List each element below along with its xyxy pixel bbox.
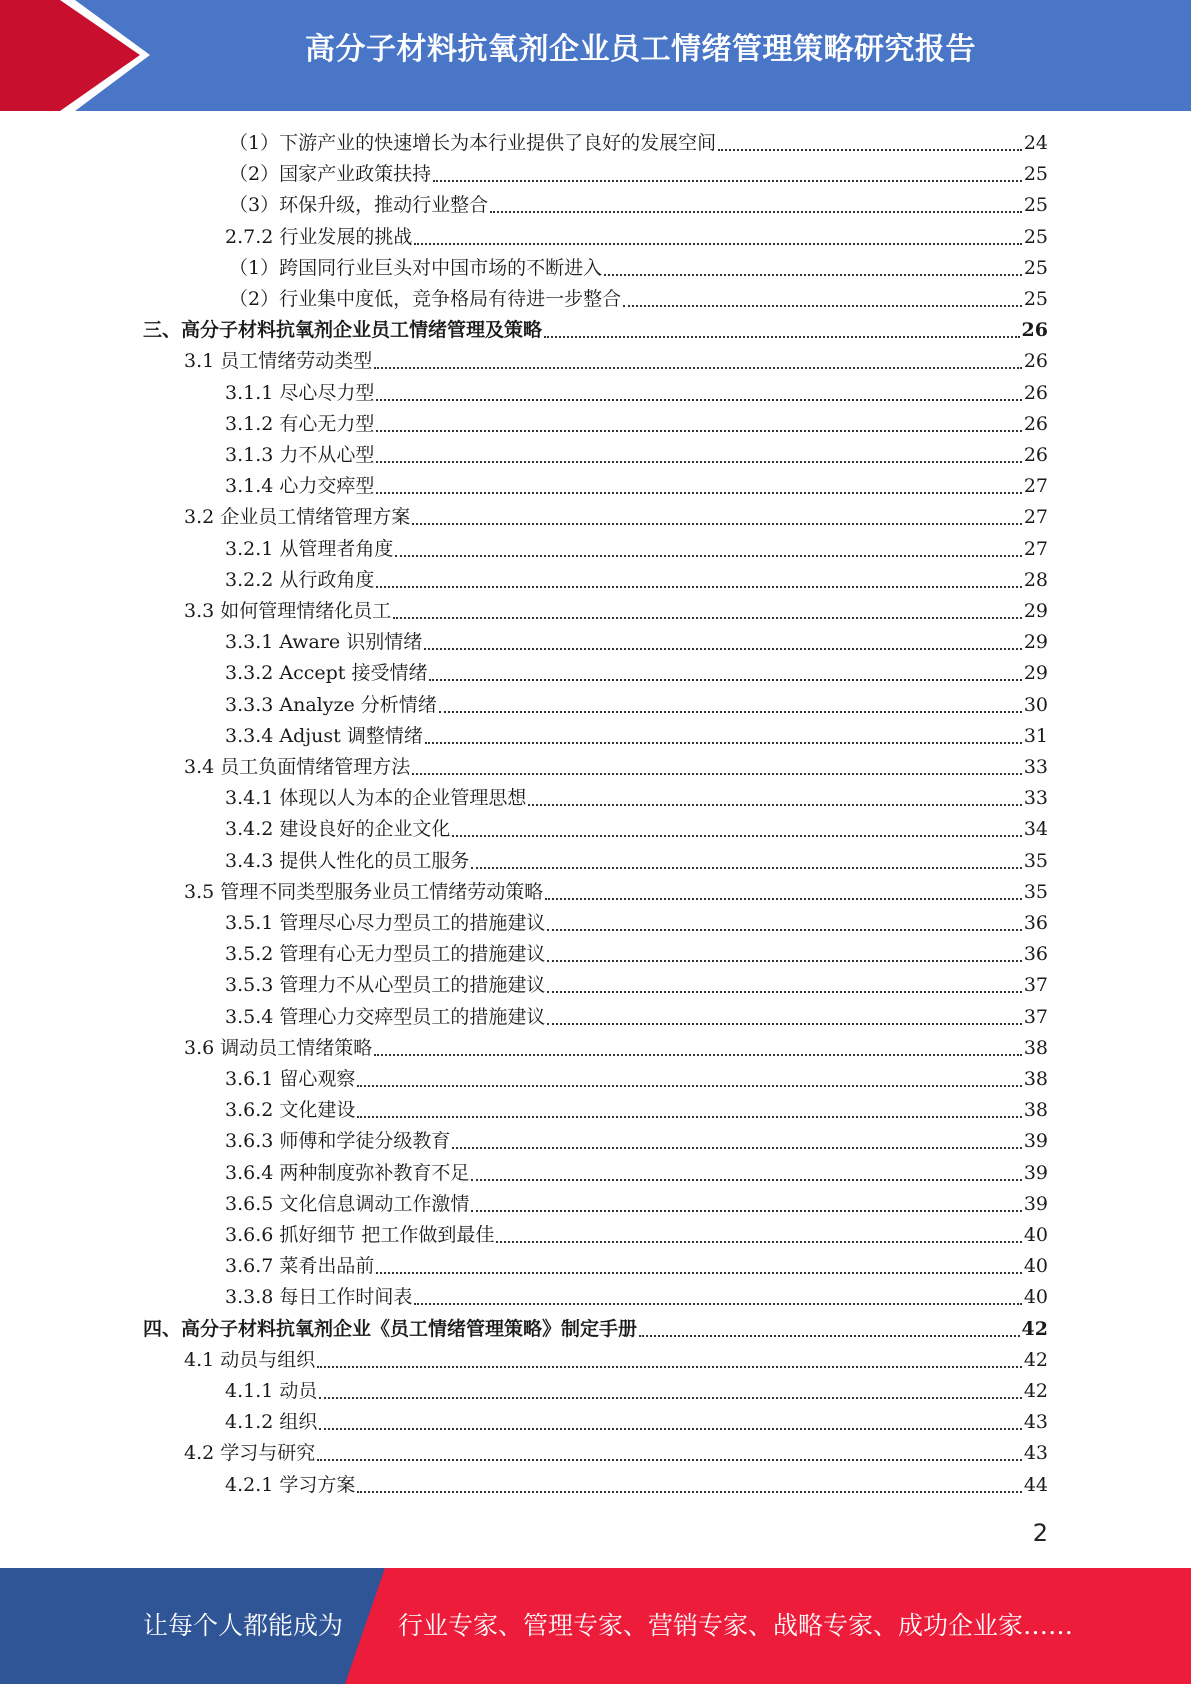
toc-leader-dots — [376, 586, 1021, 588]
toc-entry[interactable] — [225, 1376, 1048, 1406]
toc-entry-label: 2.7.2 行业发展的挑战 — [225, 225, 413, 248]
toc-entry-label: （2）国家产业政策扶持 — [229, 163, 432, 186]
toc-entry-page: 38 — [1023, 1036, 1048, 1059]
toc-entry[interactable] — [225, 627, 1048, 657]
toc-entry-label: 四、高分子材料抗氧剂企业《员工情绪管理策略》制定手册 — [143, 1317, 638, 1340]
toc-entry-page: 26 — [1023, 412, 1048, 435]
toc-entry-page: 25 — [1023, 163, 1048, 186]
toc-entry[interactable] — [225, 1158, 1048, 1188]
toc-entry-page: 39 — [1023, 1192, 1048, 1215]
toc-entry-label: 3.6.7 菜肴出品前 — [225, 1255, 375, 1278]
toc-entry-page: 27 — [1023, 537, 1048, 560]
toc-entry-label: 3.5.3 管理力不从心型员工的措施建议 — [225, 974, 546, 997]
toc-entry-page: 35 — [1023, 880, 1048, 903]
toc-entry-label: 3.5.1 管理尽心尽力型员工的措施建议 — [225, 912, 546, 934]
toc-leader-dots — [718, 149, 1022, 151]
toc-leader-dots — [496, 1241, 1021, 1243]
toc-leader-dots — [471, 867, 1021, 869]
footer-slogan-left: 让每个人都能成为 — [143, 1611, 344, 1640]
toc-entry[interactable] — [225, 1251, 1048, 1281]
toc-entry-label: 3.3.4 Adjust 调整情绪 — [225, 724, 423, 747]
toc-entry[interactable] — [229, 128, 1048, 158]
toc-entry[interactable] — [184, 346, 1048, 376]
toc-entry-label: 3.3.3 Analyze 分析情绪 — [225, 693, 437, 716]
toc-entry[interactable] — [143, 315, 1048, 345]
toc-entry[interactable] — [225, 970, 1048, 1000]
toc-leader-dots — [604, 274, 1022, 276]
toc-entry-label: 3.1.1 尽心尽力型 — [225, 381, 375, 404]
toc-entry[interactable] — [225, 1407, 1048, 1437]
toc-entry[interactable] — [229, 159, 1048, 189]
toc-entry-label: 3.4 员工负面情绪管理方法 — [184, 756, 411, 778]
toc-entry-page: 25 — [1023, 225, 1048, 248]
toc-entry-label: 3.6.4 两种制度弥补教育不足 — [225, 1161, 470, 1184]
toc-leader-dots — [376, 461, 1021, 463]
toc-entry-page: 28 — [1023, 568, 1048, 591]
toc-entry-page: 27 — [1023, 475, 1048, 498]
toc-leader-dots — [544, 336, 1020, 338]
toc-entry-page: 31 — [1023, 724, 1048, 747]
toc-entry-page: 39 — [1023, 1130, 1048, 1153]
toc-entry[interactable] — [225, 1189, 1048, 1219]
toc-entry-page: 25 — [1023, 194, 1048, 217]
toc-entry[interactable] — [225, 471, 1048, 501]
toc-leader-dots — [547, 1023, 1021, 1025]
toc-entry[interactable] — [184, 1345, 1048, 1375]
toc-entry[interactable] — [184, 1438, 1048, 1468]
toc-leader-dots — [639, 1335, 1020, 1337]
toc-entry-label: 3.6.5 文化信息调动工作激情 — [225, 1192, 470, 1215]
toc-leader-dots — [429, 679, 1021, 681]
toc-entry-label: 三、高分子材料抗氧剂企业员工情绪管理及策略 — [143, 319, 543, 342]
toc-entry-label: 3.3.1 Aware 识别情绪 — [225, 631, 423, 654]
toc-leader-dots — [374, 1054, 1022, 1056]
toc-leader-dots — [471, 1210, 1021, 1212]
toc-entry-page: 38 — [1023, 1068, 1048, 1090]
toc-entry-page: 36 — [1023, 943, 1048, 966]
toc-entry[interactable] — [225, 565, 1048, 595]
toc-entry-page: 35 — [1023, 849, 1048, 872]
toc-entry-label: 4.2 学习与研究 — [184, 1442, 316, 1465]
toc-leader-dots — [433, 180, 1022, 182]
page-number: 2 — [1032, 1519, 1048, 1547]
toc-entry-label: 3.1.3 力不从心型 — [225, 444, 375, 466]
toc-entry-label: 3.4.1 体现以人为本的企业管理思想 — [225, 787, 527, 810]
toc-entry-page: 40 — [1023, 1224, 1048, 1246]
toc-entry-page: 40 — [1023, 1255, 1048, 1278]
toc-entry-page: 38 — [1023, 1099, 1048, 1122]
toc-leader-dots — [414, 243, 1021, 245]
toc-entry-page: 30 — [1023, 693, 1048, 716]
toc-entry-label: 4.1 动员与组织 — [184, 1348, 316, 1371]
toc-entry[interactable] — [225, 534, 1048, 564]
toc-leader-dots — [547, 960, 1021, 962]
toc-leader-dots — [412, 773, 1022, 775]
toc-entry-page: 33 — [1023, 787, 1048, 810]
toc-entry-label: 3.1.2 有心无力型 — [225, 412, 375, 435]
toc-leader-dots — [376, 1272, 1021, 1274]
toc-entry-page: 36 — [1023, 912, 1048, 934]
toc-entry-label: 4.1.2 组织 — [225, 1411, 318, 1434]
toc-entry[interactable] — [184, 752, 1048, 782]
toc-entry-label: 4.2.1 学习方案 — [225, 1473, 356, 1496]
toc-leader-dots — [471, 1179, 1021, 1181]
toc-entry-label: 3.5.4 管理心力交瘁型员工的措施建议 — [225, 1005, 546, 1028]
toc-leader-dots — [376, 399, 1021, 401]
toc-leader-dots — [357, 1116, 1021, 1118]
toc-entry-label: （3）环保升级，推动行业整合 — [229, 194, 489, 217]
toc-leader-dots — [374, 367, 1022, 369]
toc-entry[interactable] — [225, 846, 1048, 876]
toc-entry-page: 24 — [1023, 132, 1048, 154]
toc-entry[interactable] — [225, 783, 1048, 813]
toc-entry-label: 3.3.2 Accept 接受情绪 — [225, 662, 428, 685]
toc-leader-dots — [490, 211, 1022, 213]
toc-leader-dots — [439, 711, 1022, 713]
toc-entry[interactable] — [225, 908, 1048, 938]
toc-entry-label: 3.2 企业员工情绪管理方案 — [184, 506, 411, 529]
toc-leader-dots — [376, 492, 1021, 494]
toc-entry[interactable] — [225, 440, 1048, 470]
toc-entry-label: 3.1.4 心力交瘁型 — [225, 475, 375, 498]
toc-entry-label: 3.1 员工情绪劳动类型 — [184, 350, 373, 373]
toc-entry-label: 3.6 调动员工情绪策略 — [184, 1036, 373, 1059]
toc-entry[interactable] — [225, 222, 1048, 252]
toc-leader-dots — [395, 555, 1021, 557]
toc-entry-label: 3.3.8 每日工作时间表 — [225, 1286, 413, 1309]
toc-entry-label: （2）行业集中度低，竞争格局有待进一步整合 — [229, 288, 622, 310]
toc-entry-page: 43 — [1023, 1411, 1048, 1434]
toc-entry-label: 3.2.2 从行政角度 — [225, 568, 375, 591]
toc-entry-page: 29 — [1023, 662, 1048, 685]
toc-entry[interactable] — [225, 409, 1048, 439]
toc-entry-page: 33 — [1023, 756, 1048, 778]
toc-entry-page: 26 — [1023, 350, 1048, 373]
toc-entry-page: 25 — [1023, 256, 1048, 279]
toc-entry[interactable] — [225, 1282, 1048, 1312]
toc-entry-page: 29 — [1023, 600, 1048, 622]
toc-entry[interactable] — [225, 690, 1048, 720]
toc-leader-dots — [425, 742, 1022, 744]
toc-entry-label: 3.6.1 留心观察 — [225, 1068, 356, 1090]
toc-entry[interactable] — [225, 1126, 1048, 1156]
toc-leader-dots — [317, 1366, 1022, 1368]
toc-entry-label: 3.6.6 抓好细节 把工作做到最佳 — [225, 1224, 495, 1246]
toc-entry[interactable] — [225, 939, 1048, 969]
toc-entry-label: 3.2.1 从管理者角度 — [225, 537, 394, 560]
toc-entry[interactable] — [225, 1220, 1048, 1250]
toc-leader-dots — [424, 648, 1022, 650]
toc-entry-page: 34 — [1023, 818, 1048, 841]
toc-entry-page: 26 — [1023, 444, 1048, 466]
toc-entry-label: 3.6.3 师傅和学徒分级教育 — [225, 1130, 451, 1153]
toc-entry-page: 26 — [1023, 381, 1048, 404]
toc-entry-page: 42 — [1023, 1380, 1048, 1402]
toc-entry-page: 27 — [1023, 506, 1048, 529]
toc-leader-dots — [376, 430, 1021, 432]
toc-entry[interactable] — [225, 814, 1048, 844]
page-footer — [0, 1568, 1191, 1684]
toc-entry-page: 44 — [1023, 1473, 1048, 1496]
toc-entry[interactable] — [184, 502, 1048, 532]
toc-entry[interactable] — [225, 378, 1048, 408]
toc-entry-label: 3.4.3 提供人性化的员工服务 — [225, 849, 470, 872]
toc-leader-dots — [528, 804, 1021, 806]
toc-leader-dots — [412, 523, 1022, 525]
toc-leader-dots — [452, 1147, 1021, 1149]
toc-leader-dots — [319, 1397, 1021, 1399]
footer-slogan-right: 行业专家、管理专家、营销专家、战略专家、成功企业家…… — [398, 1611, 1074, 1640]
toc-entry-page: 37 — [1023, 974, 1048, 997]
toc-leader-dots — [357, 1491, 1021, 1493]
toc-leader-dots — [545, 898, 1022, 900]
toc-leader-dots — [319, 1428, 1021, 1430]
toc-entry-label: 3.5.2 管理有心无力型员工的措施建议 — [225, 943, 546, 966]
toc-entry-label: （1）跨国同行业巨头对中国市场的不断进入 — [229, 256, 603, 279]
toc-entry[interactable] — [225, 1064, 1048, 1094]
page-header — [0, 0, 1191, 111]
toc-entry-page: 42 — [1023, 1348, 1048, 1371]
toc-entry[interactable] — [225, 1002, 1048, 1032]
toc-entry-label: 4.1.1 动员 — [225, 1380, 318, 1402]
toc-entry[interactable] — [225, 1470, 1048, 1500]
toc-entry-label: 3.6.2 文化建设 — [225, 1099, 356, 1122]
toc-entry-label: 3.3 如何管理情绪化员工 — [184, 600, 392, 622]
toc-entry-label: （1）下游产业的快速增长为本行业提供了良好的发展空间 — [229, 132, 717, 154]
toc-entry-page: 25 — [1023, 288, 1048, 310]
toc-leader-dots — [623, 305, 1022, 307]
toc-leader-dots — [414, 1303, 1021, 1305]
toc-entry-label: 3.5 管理不同类型服务业员工情绪劳动策略 — [184, 880, 544, 903]
toc-leader-dots — [393, 617, 1022, 619]
toc-entry-page: 43 — [1023, 1442, 1048, 1465]
toc-entry[interactable] — [184, 1033, 1048, 1063]
toc-entry[interactable] — [225, 1095, 1048, 1125]
toc-entry[interactable] — [184, 877, 1048, 907]
toc-leader-dots — [317, 1459, 1022, 1461]
toc-entry[interactable] — [184, 596, 1048, 626]
toc-entry[interactable] — [143, 1314, 1048, 1344]
toc-entry[interactable] — [225, 721, 1048, 751]
toc-entry-page: 26 — [1021, 319, 1048, 342]
document-title: 高分子材料抗氧剂企业员工情绪管理策略研究报告 — [305, 32, 976, 67]
toc-entry-page: 40 — [1023, 1286, 1048, 1309]
toc-entry[interactable] — [225, 658, 1048, 688]
toc-entry[interactable] — [229, 253, 1048, 283]
toc-entry-page: 42 — [1021, 1317, 1048, 1340]
toc-leader-dots — [357, 1085, 1021, 1087]
toc-entry-page: 29 — [1023, 631, 1048, 654]
toc-entry[interactable] — [229, 284, 1048, 314]
toc-entry-page: 37 — [1023, 1005, 1048, 1028]
toc-entry-page: 39 — [1023, 1161, 1048, 1184]
toc-leader-dots — [547, 929, 1021, 931]
toc-leader-dots — [452, 835, 1021, 837]
toc-entry-label: 3.4.2 建设良好的企业文化 — [225, 818, 451, 841]
toc-entry[interactable] — [229, 190, 1048, 220]
toc-leader-dots — [547, 991, 1021, 993]
